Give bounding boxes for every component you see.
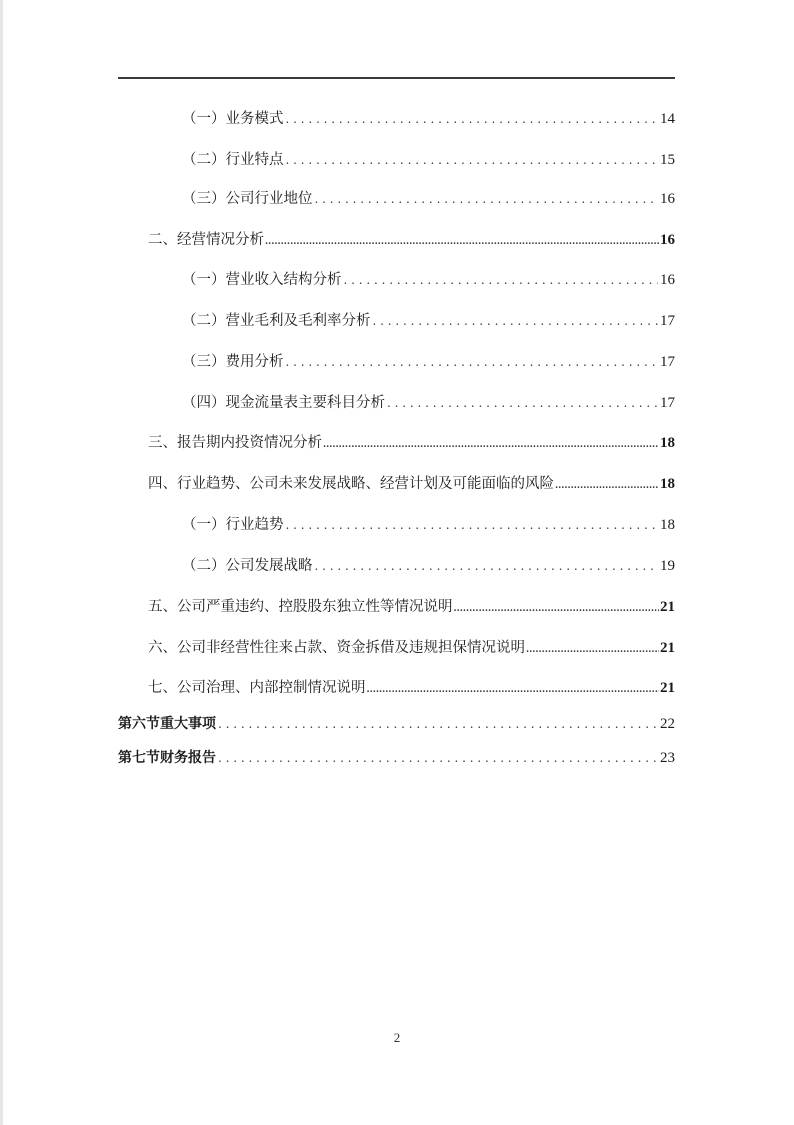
toc-entry-page: 17 (660, 354, 675, 370)
toc-entry-label: （一）营业收入结构分析 (182, 272, 342, 288)
toc-entry-label: 第六节重大事项 (118, 716, 216, 732)
toc-entry-page: 23 (660, 750, 675, 766)
toc-entry-non-operating-funds[interactable] (148, 638, 675, 660)
dot-leader (286, 515, 659, 535)
toc-entry-section-seven[interactable] (118, 748, 675, 768)
toc-entry-page: 18 (660, 517, 675, 533)
toc-entry-label: （一）业务模式 (182, 111, 284, 127)
dot-leader (526, 640, 659, 660)
toc-entry-page: 18 (660, 476, 675, 492)
dot-leader (218, 748, 658, 768)
toc-entry-page: 14 (660, 111, 675, 127)
dot-leader (555, 476, 659, 496)
toc-entry-expense-analysis[interactable] (182, 352, 675, 372)
toc-entry-label: （二）营业毛利及毛利率分析 (182, 313, 371, 329)
toc-entry-label: 六、公司非经营性往来占款、资金拆借及违规担保情况说明 (148, 640, 525, 656)
toc-entry-page: 16 (660, 272, 675, 288)
toc-entry-page: 18 (660, 435, 675, 451)
toc-entry-section-six[interactable] (118, 714, 675, 734)
toc-entry-label: （三）费用分析 (182, 354, 284, 370)
header-rule (118, 77, 675, 79)
toc-entry-page: 21 (660, 680, 675, 696)
dot-leader (218, 714, 658, 734)
toc-entry-label: （二）公司发展战略 (182, 558, 313, 574)
dot-leader (315, 189, 659, 209)
toc-entry-label: 七、公司治理、内部控制情况说明 (148, 680, 366, 696)
toc-entry-page: 21 (660, 640, 675, 656)
dot-leader (286, 109, 659, 129)
scan-edge (0, 0, 3, 1125)
toc-entry-industry-trends[interactable] (182, 515, 675, 535)
dot-leader (373, 311, 659, 331)
dot-leader (454, 599, 660, 619)
toc-entry-label: （四）现金流量表主要科目分析 (182, 395, 385, 411)
toc-entry-label: （三）公司行业地位 (182, 191, 313, 207)
toc-entry-page: 16 (660, 232, 675, 248)
toc-entry-page: 19 (660, 558, 675, 574)
toc-entry-business-model[interactable] (182, 109, 675, 129)
toc-entry-revenue-structure[interactable] (182, 270, 675, 290)
toc-entry-development-strategy[interactable] (182, 556, 675, 576)
toc-entry-gross-margin[interactable] (182, 311, 675, 331)
toc-entry-investment-analysis[interactable] (148, 433, 675, 455)
dot-leader (387, 393, 658, 413)
dot-leader (315, 556, 659, 576)
toc-entry-default-independence[interactable] (148, 597, 675, 619)
toc-entry-industry-trends-strategy[interactable] (148, 474, 675, 496)
toc-entry-label: 第七节财务报告 (118, 750, 216, 766)
toc-entry-page: 17 (660, 313, 675, 329)
toc-entry-cash-flow[interactable] (182, 393, 675, 413)
dot-leader (286, 352, 659, 372)
toc-entry-label: （二）行业特点 (182, 152, 284, 168)
toc-entry-page: 21 (660, 599, 675, 615)
dot-leader (323, 435, 659, 455)
toc-entry-industry-position[interactable] (182, 189, 675, 209)
dot-leader (367, 680, 660, 700)
toc-entry-label: （一）行业趋势 (182, 517, 284, 533)
toc-entry-page: 17 (660, 395, 675, 411)
toc-entry-operations-analysis[interactable] (148, 230, 675, 252)
toc-entry-page: 22 (660, 716, 675, 732)
toc-entry-label: 五、公司严重违约、控股股东独立性等情况说明 (148, 599, 453, 615)
toc-entry-page: 16 (660, 191, 675, 207)
toc-entry-page: 15 (660, 152, 675, 168)
dot-leader (344, 270, 659, 290)
dot-leader (286, 150, 659, 170)
toc-entry-label: 四、行业趋势、公司未来发展战略、经营计划及可能面临的风险 (148, 476, 554, 492)
toc-entry-governance-controls[interactable] (148, 678, 675, 700)
page-number: 2 (393, 1030, 401, 1045)
toc-entry-industry-features[interactable] (182, 150, 675, 170)
toc-entry-label: 二、经营情况分析 (148, 232, 264, 248)
dot-leader (265, 232, 659, 252)
toc-entry-label: 三、报告期内投资情况分析 (148, 435, 322, 451)
